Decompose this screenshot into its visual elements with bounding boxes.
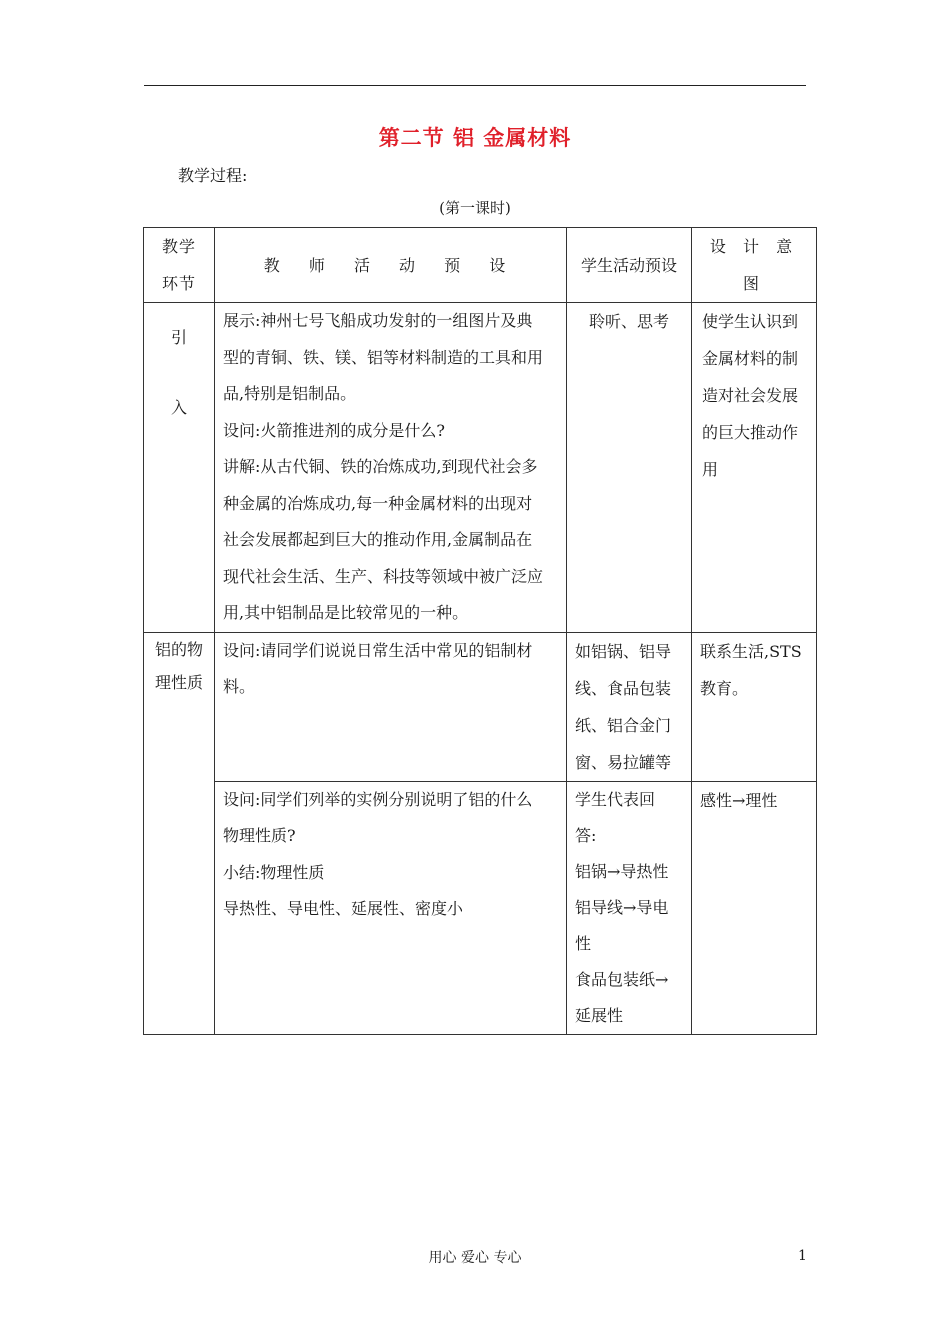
design-line: 的巨大推动作 [702, 423, 799, 442]
header-teacher: 教 师 活 动 预 设 [215, 228, 567, 303]
student-activity-cell [567, 781, 692, 1034]
teacher-line: 设问:同学们列举的实例分别说明了铝的什么 [223, 789, 533, 809]
student-line: 答: [575, 825, 597, 845]
student-activity-cell [567, 303, 692, 633]
student-line: 如铝锅、铝导 [575, 641, 672, 661]
table-row [144, 632, 817, 781]
student-line: 学生代表回 [575, 789, 656, 809]
design-line: 使学生认识到 [702, 312, 799, 331]
page-title: 第二节 铝 金属材料 [378, 125, 572, 150]
teacher-line: 物理性质? [223, 826, 296, 845]
stage-cell [144, 303, 215, 633]
design-line: 用 [702, 460, 719, 479]
teacher-activity-cell [215, 632, 567, 781]
design-line: 教育。 [700, 678, 749, 698]
teacher-line: 种金属的冶炼成功,每一种金属材料的出现对 [223, 493, 533, 513]
student-line: 铝锅→导热性 [575, 861, 669, 881]
student-line: 铝导线→导电 [575, 897, 669, 917]
student-line: 线、食品包装 [575, 678, 672, 698]
stage-line: 引 [170, 328, 187, 347]
lesson-label: (第一课时) [439, 199, 511, 217]
table-row [144, 781, 817, 1034]
header-rule [144, 85, 806, 86]
student-activity-cell [567, 632, 692, 781]
design-intent-cell [692, 632, 817, 781]
header-stage-line: 环节 [161, 274, 196, 293]
table-row [144, 303, 817, 633]
design-line: 感性→理性 [700, 790, 778, 810]
teacher-line: 小结:物理性质 [223, 862, 325, 882]
student-line: 窗、易拉罐等 [575, 752, 672, 772]
teacher-line: 型的青铜、铁、镁、铝等材料制造的工具和用 [223, 347, 544, 367]
teacher-line: 料。 [223, 677, 256, 696]
teacher-line: 讲解:从古代铜、铁的冶炼成功,到现代社会多 [223, 457, 538, 476]
teacher-activity-cell [215, 781, 567, 1034]
header-stage-line: 教学 [161, 237, 196, 256]
stage-cell [144, 632, 215, 1034]
process-label: 教学过程: [178, 166, 248, 185]
student-line: 纸、铝合金门 [575, 715, 672, 735]
header-design: 设 计 意 图 [692, 228, 817, 303]
page-number: 1 [798, 1248, 807, 1264]
design-line: 联系生活,STS [700, 641, 802, 661]
header-stage [144, 228, 215, 303]
stage-line: 理性质 [154, 672, 203, 692]
lesson-plan-table [143, 227, 817, 1035]
stage-line: 铝的物 [154, 639, 203, 659]
footer-motto: 用心 爱心 专心 [428, 1250, 522, 1266]
teacher-line: 展示:神州七号飞船成功发射的一组图片及典 [223, 311, 533, 330]
design-intent-cell [692, 781, 817, 1034]
teacher-activity-cell [215, 303, 567, 633]
teacher-line: 导热性、导电性、延展性、密度小 [223, 899, 464, 918]
student-line: 延展性 [575, 1005, 624, 1025]
teacher-line: 品,特别是铝制品。 [223, 384, 357, 403]
header-student: 学生活动预设 [567, 228, 692, 303]
design-line: 造对社会发展 [702, 386, 799, 405]
student-line: 性 [575, 933, 592, 953]
teacher-line: 用,其中铝制品是比较常见的一种。 [223, 603, 469, 622]
design-intent-cell [692, 303, 817, 633]
design-line: 金属材料的制 [702, 349, 799, 368]
teacher-line: 社会发展都起到巨大的推动作用,金属制品在 [223, 530, 533, 549]
table-header-row [144, 228, 817, 303]
student-line: 食品包装纸→ [575, 969, 669, 989]
teacher-line: 设问:请同学们说说日常生活中常见的铝制材 [223, 640, 533, 660]
teacher-line: 设问:火箭推进剂的成分是什么? [223, 420, 445, 440]
student-line: 聆听、思考 [588, 312, 669, 331]
stage-line: 入 [170, 398, 187, 417]
teacher-line: 现代社会生活、生产、科技等领域中被广泛应 [223, 566, 544, 586]
